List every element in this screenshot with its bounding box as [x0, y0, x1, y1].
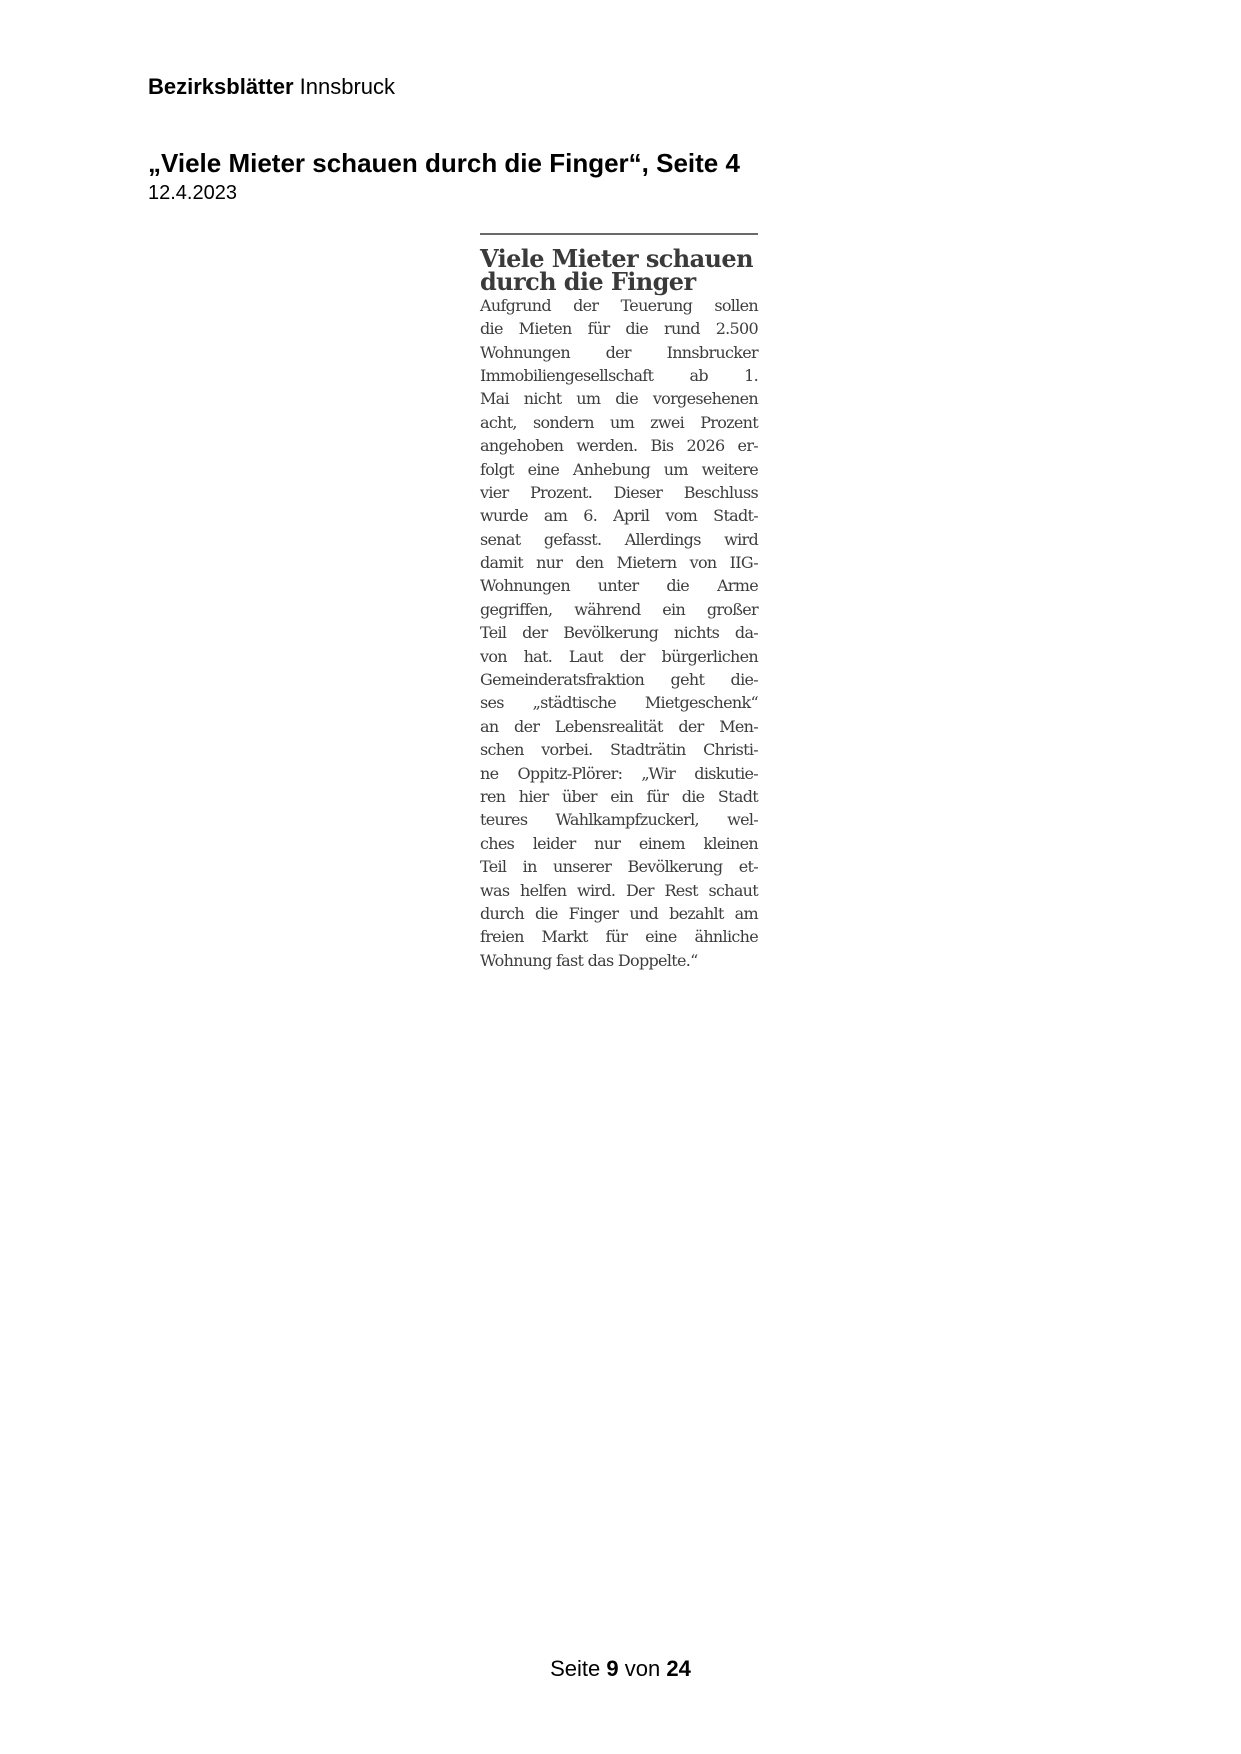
article-body-line: acht, sondern um zwei Prozent — [480, 412, 758, 432]
article-body-line: senat gefasst. Allerdings wird — [480, 529, 758, 549]
article-body-line: ses „städtische Mietgeschenk“ — [480, 693, 758, 713]
page-number-current: 9 — [606, 1656, 619, 1681]
article-body-line: an der Lebensrealität der Men- — [480, 716, 758, 736]
page-number-separator: von — [624, 1656, 661, 1681]
article-body-line: Teil der Bevölkerung nichts da- — [480, 623, 758, 643]
article-body-line: von hat. Laut der bürgerlichen — [480, 646, 758, 666]
article-body-line: angehoben werden. Bis 2026 er- — [480, 436, 758, 456]
page-number-prefix: Seite — [550, 1656, 601, 1681]
article-body-line: wurde am 6. April vom Stadt- — [480, 506, 758, 526]
article-body-line: was helfen wird. Der Rest schaut — [480, 880, 758, 900]
publication-name-bold: Bezirksblätter — [148, 74, 294, 99]
article-title-line: Viele Mieter schauen — [480, 244, 753, 273]
article-body-line: freien Markt für eine ähnliche — [480, 927, 758, 947]
article-body-line: Immobiliengesellschaft ab 1. — [480, 365, 758, 385]
article-body-line: die Mieten für die rund 2.500 — [480, 319, 758, 339]
article-title-line: durch die Finger — [480, 267, 696, 297]
page-number-total: 24 — [666, 1656, 691, 1681]
article-body-line: schen vorbei. Stadträtin Christi- — [480, 740, 758, 760]
article-body-line: Aufgrund der Teuerung sollen — [480, 295, 758, 315]
article-body-line: ren hier über ein für die Stadt — [480, 786, 758, 806]
article-body-line: gegriffen, während ein großer — [480, 599, 758, 619]
article-body-line: vier Prozent. Dieser Beschluss — [480, 482, 758, 502]
publication-name — [148, 74, 395, 100]
clipping-headline: „Viele Mieter schauen durch die Finger“, Seite 4 — [148, 148, 740, 178]
article-body-line: Mai nicht um die vorgesehenen — [480, 389, 758, 409]
page-number — [0, 1656, 1241, 1682]
article-body-line: ne Oppitz-Plörer: „Wir diskutie- — [480, 763, 758, 783]
publication-name-region: Innsbruck — [299, 74, 396, 99]
article-body-line: Wohnungen der Innsbrucker — [480, 342, 758, 362]
article-body-line: durch die Finger und bezahlt am — [480, 903, 758, 923]
article-body-line: folgt eine Anhebung um weitere — [480, 459, 758, 479]
clipping-date: 12.4.2023 — [148, 182, 237, 204]
article-body-line: ches leider nur einem kleinen — [480, 833, 758, 853]
newspaper-clipping — [480, 233, 758, 972]
article-body-line: teures Wahlkampfzuckerl, wel- — [480, 810, 758, 830]
article-title — [480, 243, 758, 297]
article-body-line: Wohnung fast das Doppelte.“ — [480, 950, 698, 970]
article-body-line: Wohnungen unter die Arme — [480, 576, 758, 596]
article-body — [480, 294, 758, 972]
article-body-line: Gemeinderatsfraktion geht die- — [480, 670, 758, 690]
article-body-line: Teil in unserer Bevölkerung et- — [480, 857, 758, 877]
article-body-line: damit nur den Mietern von IIG- — [480, 553, 758, 573]
